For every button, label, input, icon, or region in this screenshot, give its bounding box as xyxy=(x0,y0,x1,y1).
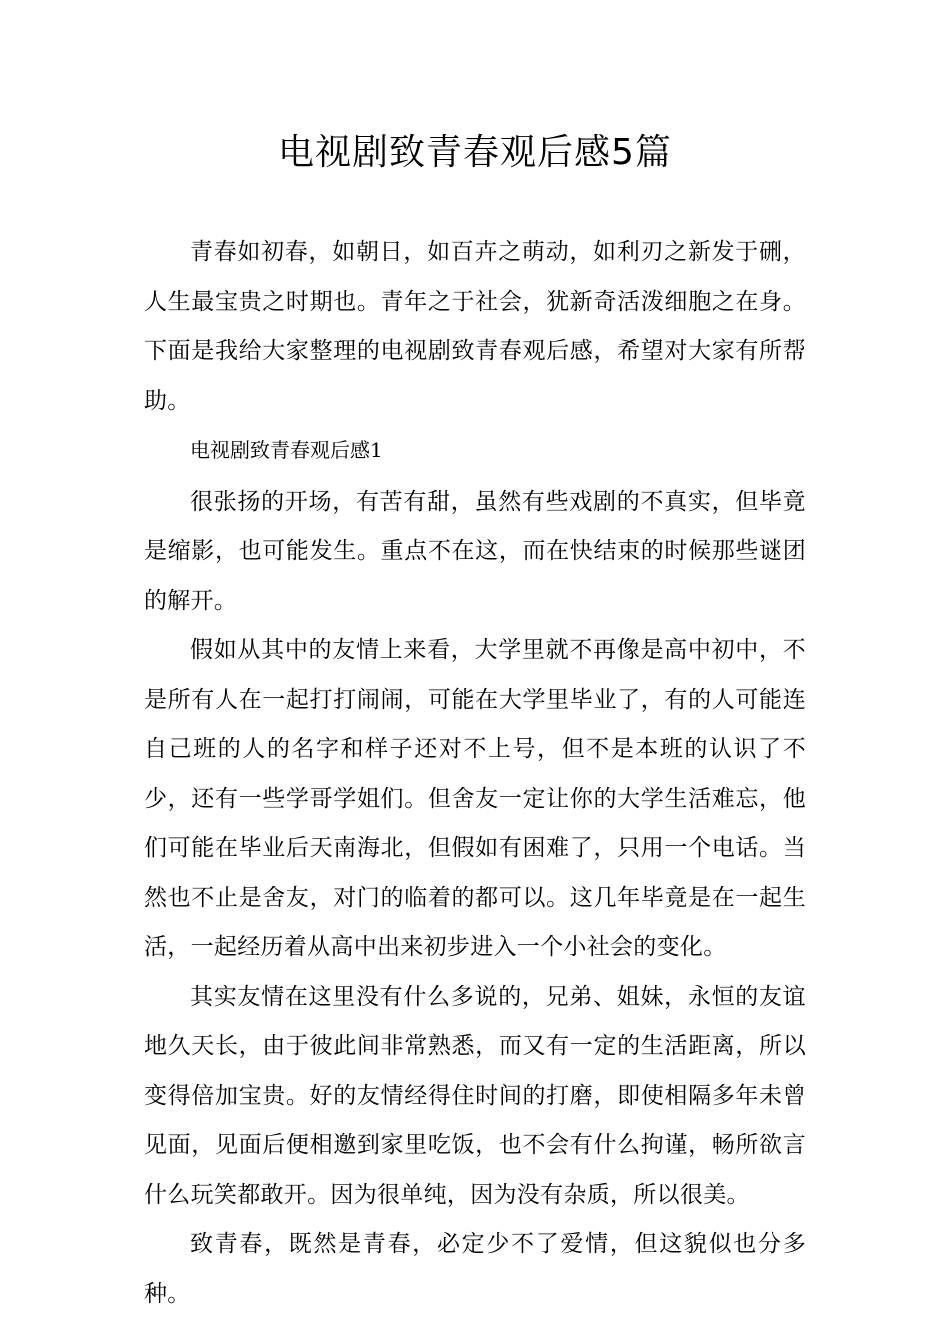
document-title: 电视剧致青春观后感5篇 xyxy=(278,132,672,173)
intro-paragraph: 青春如初春，如朝日，如百卉之萌动，如利刃之新发于硎，人生最宝贵之时期也。青年之于社会，犹新奇活泼细胞之在身。下面是我给大家整理的电视剧致青春观后感，希望对大家有所帮助。 xyxy=(144,239,806,414)
body-paragraph-1: 很张扬的开场，有苦有甜，虽然有些戏剧的不真实，但毕竟是缩影，也可能发生。重点不在这，而在快结束的时候那些谜团的解开。 xyxy=(144,488,806,614)
section-heading: 电视剧致青春观后感1 xyxy=(190,438,383,462)
body-paragraph-4: 致青春，既然是青春，必定少不了爱情，但这貌似也分多种。 xyxy=(144,1231,806,1307)
body-paragraph-2: 假如从其中的友情上来看，大学里就不再像是高中初中，不是所有人在一起打打闹闹，可能在大学里毕业了，有的人可能连自己班的人的名字和样子还对不上号，但不是本班的认识了不少，还有一些学哥学姐们。但舍友一定让你的大学生活难忘，他们可能在毕业后天南海北，但假如有困难了，只用一个电话。当然也不止是舍友，对门的临着的都可以。这几年毕竟是在一起生活，一起经历着从高中出来初步进入一个小社会的变化。 xyxy=(144,637,806,960)
body-paragraph-3: 其实友情在这里没有什么多说的，兄弟、姐妹，永恒的友谊地久天长，由于彼此间非常熟悉，而又有一定的生活距离，所以变得倍加宝贵。好的友情经得住时间的打磨，即使相隔多年未曾见面，见面后便相邀到家里吃饭，也不会有什么拘谨，畅所欲言什么玩笑都敢开。因为很单纯，因为没有杂质，所以很美。 xyxy=(144,983,806,1208)
document-body xyxy=(144,228,806,1319)
